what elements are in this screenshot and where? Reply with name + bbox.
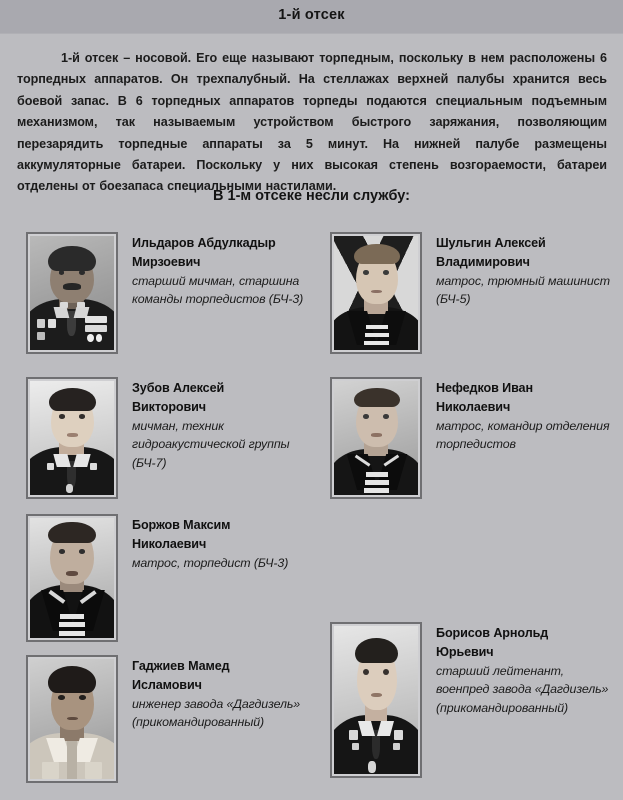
crew-member-nefedkov [330, 377, 618, 499]
crew-member-borisov [330, 622, 618, 778]
portrait-ildarov [30, 236, 114, 350]
person-name-line2: Юрьевич [436, 644, 494, 659]
person-name-line1: Шульгин Алексей [436, 236, 546, 250]
person-text [132, 655, 314, 732]
person-name [436, 379, 618, 416]
person-role: старший мичман, старшина команды торпедистов (БЧ-3) [132, 274, 304, 307]
person-role: матрос, торпедист (БЧ-3) [132, 556, 289, 570]
person-name [436, 234, 618, 271]
person-name-line1: Ильдаров Абдулкадыр [132, 236, 276, 250]
person-role: матрос, командир отделения торпедистов [436, 419, 610, 452]
person-name-line1: Зубов Алексей [132, 381, 225, 395]
portrait-nefedkov-frame [330, 377, 422, 499]
portrait-zubov-frame [26, 377, 118, 499]
person-name-line1: Нефедков Иван [436, 381, 533, 395]
intro-paragraph: 1-й отсек – носовой. Его еще называют торпедным, поскольку в нем расположены 6 торпедных аппаратов. Он трехпалубный. На стеллажах верхней палубы хранится весь боевой запас. В 6 торпедных аппаратов торпеды подаются специальным подъемным механизмом, так называемым устройством быстрого заряжания, позволяющим перезарядить торпедные аппараты за 5 минут. На нижней палубе размещены аккумуляторные батареи. Поскольку у них высокая степень возгораемости, батареи отделены от боезапаса специальными настилами. [17, 51, 607, 194]
person-text [436, 377, 618, 454]
portrait-ildarov-frame [26, 232, 118, 354]
portrait-shulgin [334, 236, 418, 350]
crew-member-borzhov [26, 514, 314, 642]
person-text [132, 514, 314, 572]
portrait-zubov [30, 381, 114, 495]
crew-member-gadzhiev [26, 655, 314, 783]
person-name-line2: Николаевич [436, 399, 511, 414]
page-title: 1-й отсек [278, 7, 345, 23]
person-name [132, 234, 314, 271]
portrait-borisov [334, 626, 418, 774]
portrait-borzhov-frame [26, 514, 118, 642]
person-text [132, 377, 314, 472]
person-text [132, 232, 314, 309]
portrait-gadzhiev [30, 659, 114, 779]
person-role: старший лейтенант, военпред завода «Дагдизель» (прикомандированный) [436, 664, 609, 715]
person-name [132, 657, 314, 694]
portrait-borzhov [30, 518, 114, 638]
portrait-gadzhiev-frame [26, 655, 118, 783]
person-name [436, 624, 618, 661]
person-name [132, 379, 314, 416]
person-name-line2: Исламович [132, 677, 202, 692]
person-name-line1: Боржов Максим [132, 518, 231, 532]
crew-member-shulgin [330, 232, 618, 354]
crew-member-zubov [26, 377, 314, 499]
person-name-line1: Борисов Арнольд [436, 626, 549, 640]
person-text [436, 232, 618, 309]
portrait-borisov-frame [330, 622, 422, 778]
person-role: инженер завода «Дагдизель» (прикомандированный) [132, 697, 301, 730]
person-text [436, 622, 618, 717]
portrait-shulgin-frame [330, 232, 422, 354]
crew-member-ildarov [26, 232, 314, 354]
person-name [132, 516, 314, 553]
portrait-nefedkov [334, 381, 418, 495]
section-subheading: В 1-м отсеке несли службу: [213, 188, 410, 204]
person-name-line1: Гаджиев Мамед [132, 659, 230, 673]
person-name-line2: Викторович [132, 399, 207, 414]
person-role: мичман, техник гидроакустической группы (БЧ-7) [132, 419, 290, 470]
person-name-line2: Николаевич [132, 536, 207, 551]
person-role: матрос, трюмный машинист (БЧ-5) [436, 274, 610, 307]
person-name-line2: Мирзоевич [132, 254, 201, 269]
person-name-line2: Владимирович [436, 254, 530, 269]
